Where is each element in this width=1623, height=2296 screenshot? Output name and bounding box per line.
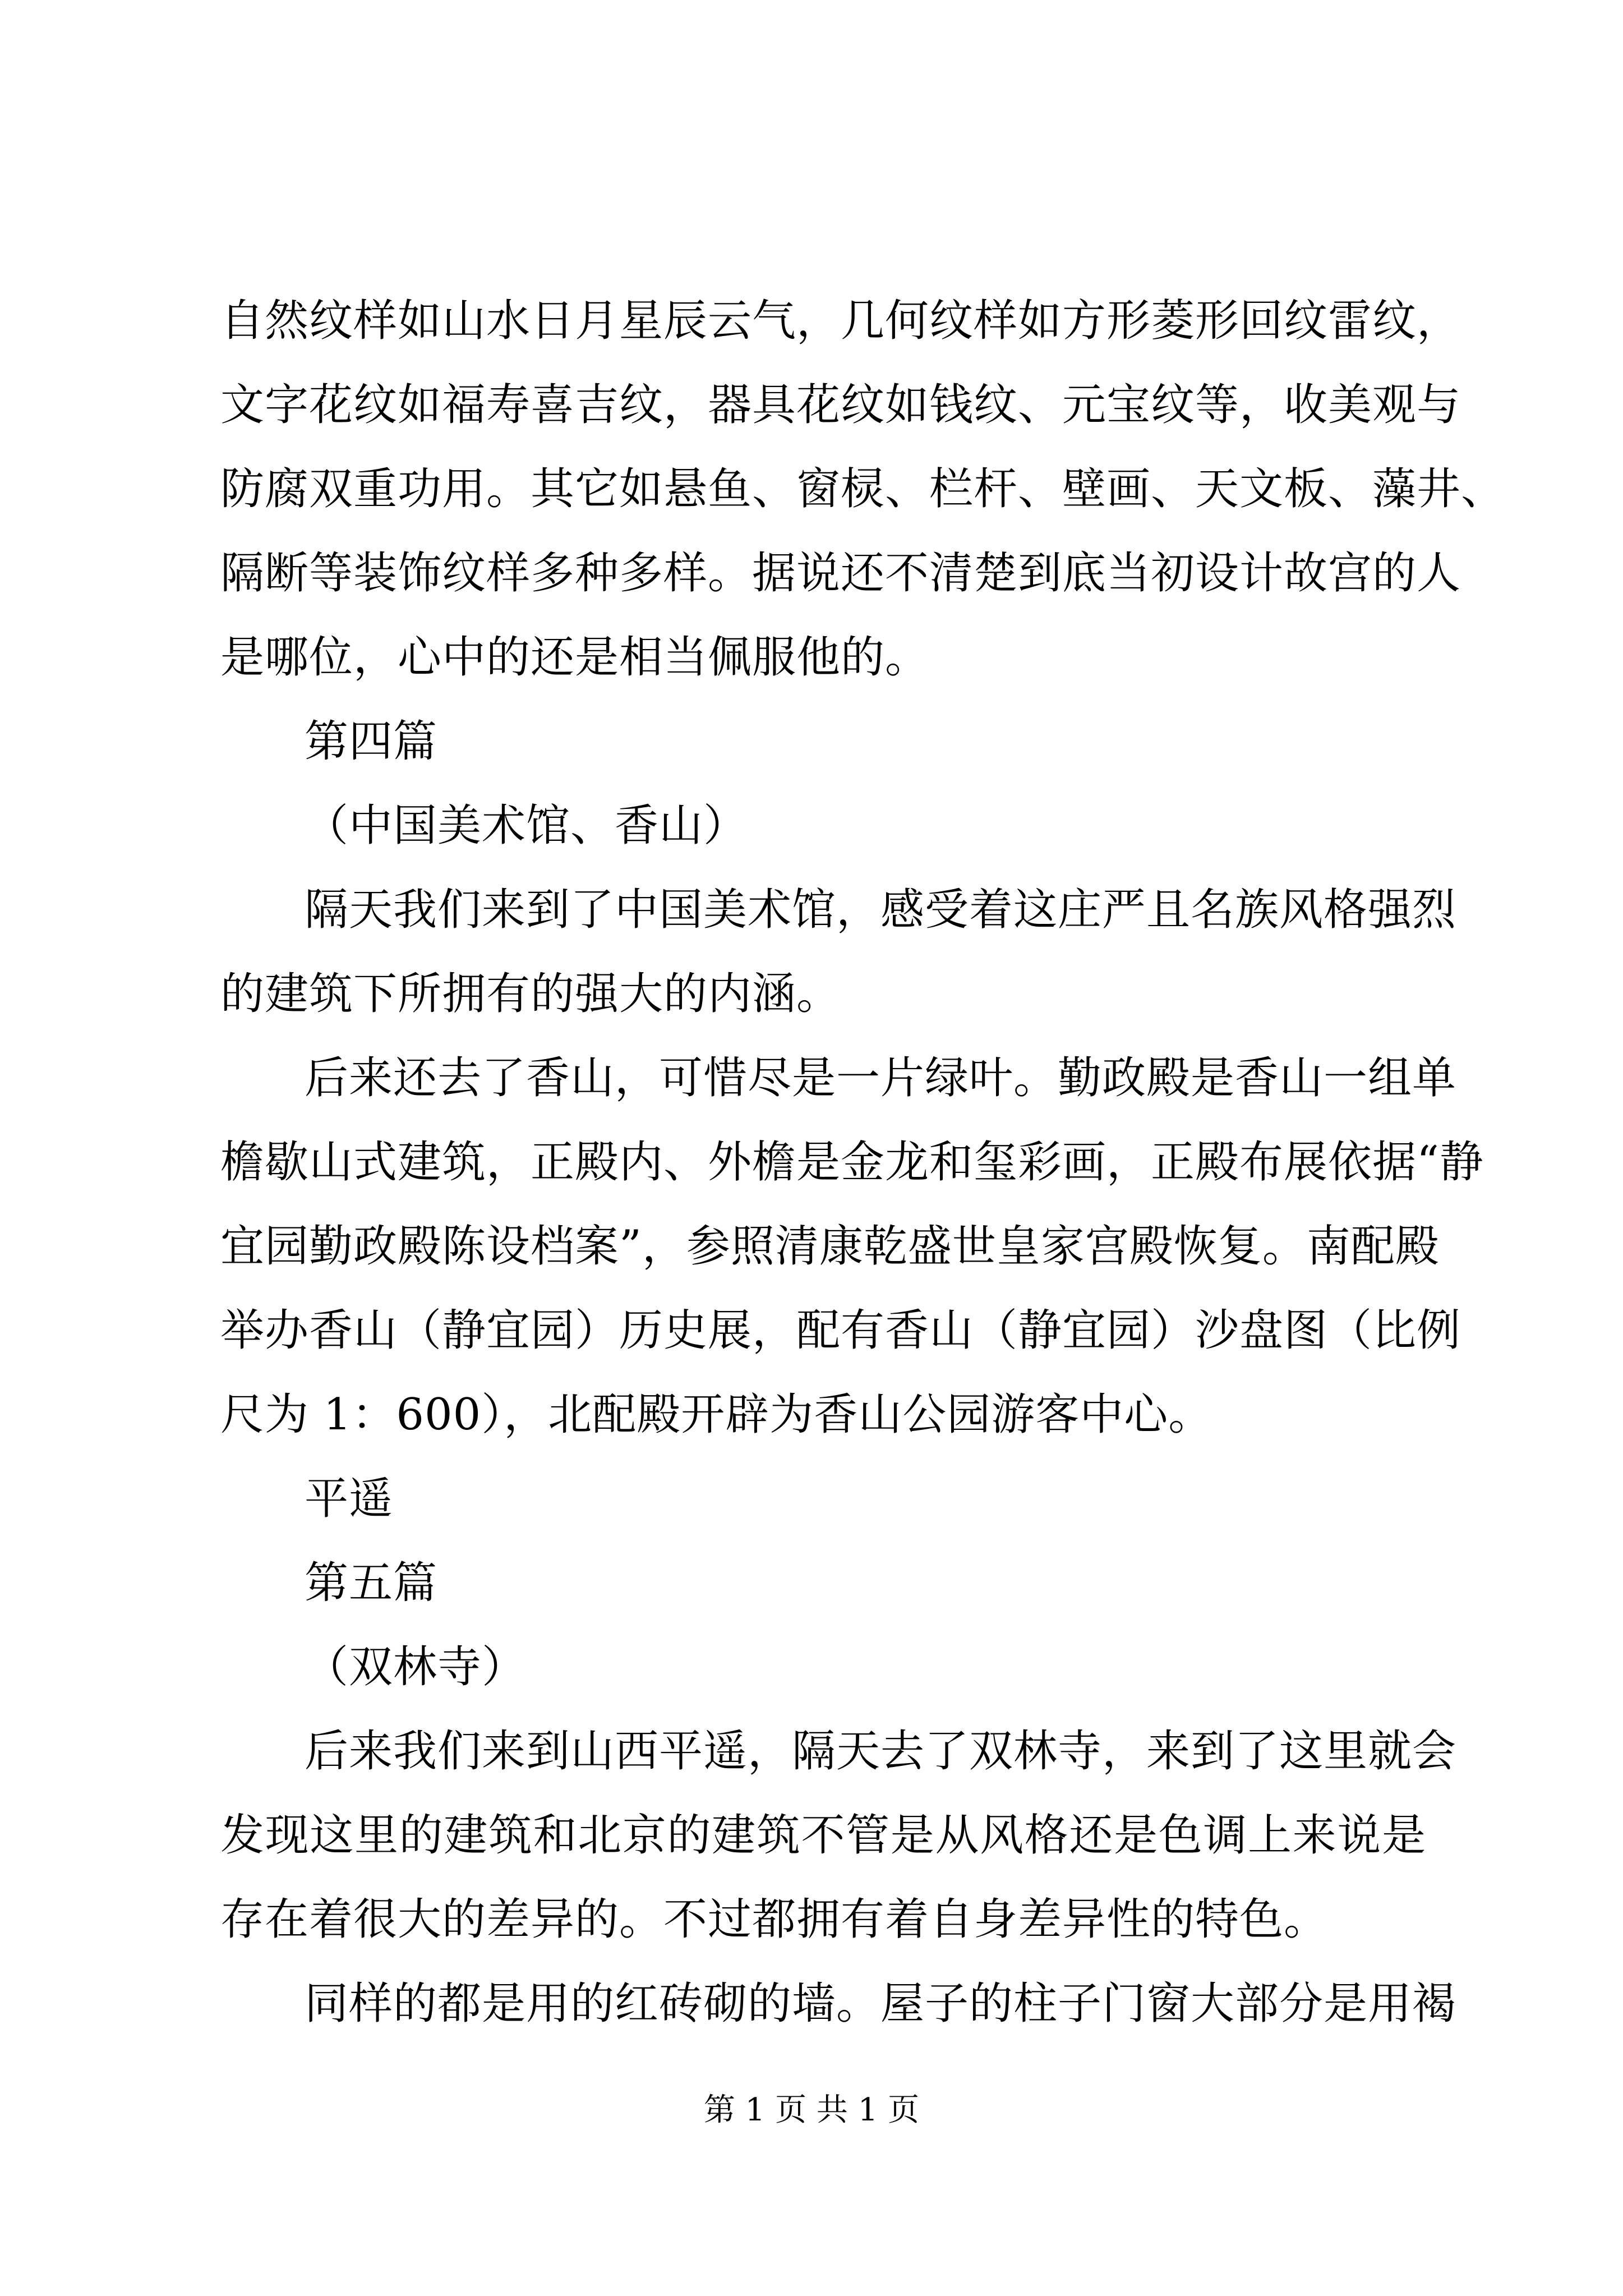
paragraph-line: 同样的都是用的红砖砌的墙。屋子的柱子门窗大部分是用褐 bbox=[305, 1978, 1457, 2029]
paragraph-line: 发现这里的建筑和北京的建筑不管是从风格还是色调上来说是 bbox=[220, 1810, 1426, 1861]
paragraph-line: 文字花纹如福寿喜吉纹，器具花纹如钱纹、元宝纹等，收美观与 bbox=[220, 380, 1461, 430]
paragraph-line: 自然纹样如山水日月星辰云气，几何纹样如方形菱形回纹雷纹， bbox=[220, 296, 1461, 346]
paragraph-line: 是哪位，心中的还是相当佩服他的。 bbox=[220, 632, 930, 683]
section-subheading: （双林寺） bbox=[305, 1642, 527, 1692]
paragraph-line: 尺为 1：600），北配殿开辟为香山公园游客中心。 bbox=[220, 1389, 1213, 1440]
section-heading: 第四篇 bbox=[305, 716, 438, 767]
section-heading: 平遥 bbox=[305, 1474, 394, 1524]
paragraph-line: 隔断等装饰纹样多种多样。据说还不清楚到底当初设计故宫的人 bbox=[220, 548, 1461, 599]
paragraph-line: 檐歇山式建筑，正殿内、外檐是金龙和玺彩画，正殿布展依据“静 bbox=[220, 1137, 1484, 1188]
paragraph-line: 后来我们来到山西平遥，隔天去了双林寺，来到了这里就会 bbox=[305, 1726, 1457, 1777]
paragraph-line: 存在着很大的差异的。不过都拥有着自身差异性的特色。 bbox=[220, 1894, 1329, 1945]
paragraph-line: 隔天我们来到了中国美术馆，感受着这庄严且名族风格强烈 bbox=[305, 885, 1457, 935]
paragraph-line: 举办香山（静宜园）历史展，配有香山（静宜园）沙盘图（比例 bbox=[220, 1305, 1461, 1356]
paragraph-line: 后来还去了香山，可惜尽是一片绿叶。勤政殿是香山一组单 bbox=[305, 1053, 1457, 1103]
paragraph-line: 防腐双重功用。其它如悬鱼、窗棂、栏杆、壁画、天文板、藻井、 bbox=[220, 464, 1506, 514]
paragraph-line: 的建筑下所拥有的强大的内涵。 bbox=[220, 969, 841, 1019]
section-heading: 第五篇 bbox=[305, 1558, 438, 1608]
page-footer: 第 1 页 共 1 页 bbox=[703, 2092, 920, 2128]
section-subheading: （中国美术馆、香山） bbox=[305, 800, 748, 851]
paragraph-line: 宜园勤政殿陈设档案”，参照清康乾盛世皇家宫殿恢复。南配殿 bbox=[220, 1221, 1440, 1272]
